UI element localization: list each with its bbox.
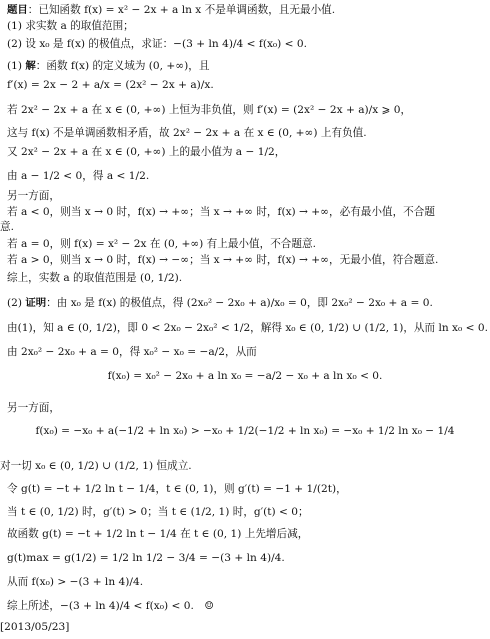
problem-question-1: (1) 求实数 a 的取值范围； <box>7 20 134 32</box>
problem-title-line: 题目：已知函数 f(x) = x² − 2x + a ln x 不是单调函数，且无最小值. <box>7 4 336 16</box>
lower-bound-result: 从而 f(x₀) > −(3 + ln 4)/4. <box>7 576 144 588</box>
substitution-line: 由 2x₀² − 2x₀ + a = 0，得 x₀² − x₀ = −a/2，从而 <box>7 346 257 358</box>
holds-for-all-line: 对一切 x₀ ∈ (0, 1/2) ∪ (1/2, 1) 恒成立. <box>0 460 192 472</box>
case-a-positive-line: 若 a > 0，则当 x → 0 时，f(x) → −∞；当 x → +∞ 时，f(x) → +∞，无最小值，符合题意. <box>7 254 439 266</box>
case-a-zero-line: 若 a = 0，则 f(x) = x² − 2x 在 (0, +∞) 有上最小值，不合题意. <box>7 238 316 250</box>
case-a-negative-line: 若 a < 0，则当 x → 0 时，f(x) → +∞；当 x → +∞ 时，f(x) → +∞，必有最小值，不合题 <box>7 206 435 218</box>
g-definition-line: 令 g(t) = −t + 1/2 ln t − 1/4，t ∈ (0, 1)，则 g′(t) = −1 + 1/(2t)， <box>7 483 347 495</box>
date-stamp: [2013/05/23] <box>0 621 70 633</box>
f-x0-upper-bound-formula: f(x₀) = x₀² − 2x₀ + a ln x₀ = −a/2 − x₀ + a ln x₀ < 0. <box>107 370 383 382</box>
f-x0-lower-bound-formula: f(x₀) = −x₀ + a(−1/2 + ln x₀) > −x₀ + 1/2(−1/2 + ln x₀) = −x₀ + 1/2 ln x₀ − 1/4 <box>35 425 455 437</box>
part1-conclusion: 综上，实数 a 的取值范围是 (0, 1/2). <box>7 272 183 284</box>
minimum-value-line: 又 2x² − 2x + a 在 x ∈ (0, +∞) 上的最小值为 a − 1/2， <box>7 146 286 158</box>
case-a-negative-tail: 意. <box>0 221 14 233</box>
problem-question-2: (2) 设 x₀ 是 f(x) 的极值点，求证：−(3 + ln 4)/4 < f(x₀) < 0. <box>7 38 308 50</box>
derivative-formula: f′(x) = 2x − 2 + a/x = (2x² − 2x + a)/x. <box>7 79 214 91</box>
contradiction-line: 这与 f(x) 不是单调函数相矛盾，故 2x² − 2x + a 在 x ∈ (0, +∞) 上有负值. <box>7 127 367 139</box>
monotonicity-line: 当 t ∈ (0, 1/2) 时，g′(t) > 0；当 t ∈ (1/2, 1) 时，g′(t) < 0； <box>7 506 309 518</box>
other-side-line-2: 另一方面， <box>7 402 60 414</box>
other-side-line: 另一方面， <box>7 190 60 202</box>
proof-intro-line: (2) 证明：由 x₀ 是 f(x) 的极值点，得 (2x₀² − 2x₀ + a)/x₀ = 0，即 2x₀² − 2x₀ + a = 0. <box>7 297 433 309</box>
x0-range-line: 由(1)，知 a ∈ (0, 1/2)，即 0 < 2x₀ − 2x₀² < 1/2，解得 x₀ ∈ (0, 1/2) ∪ (1/2, 1)，从而 ln x₀ < 0. <box>7 322 488 334</box>
g-max-line: g(t)max = g(1/2) = 1/2 ln 1/2 − 3/4 = −(3 + ln 4)/4. <box>7 552 285 564</box>
final-conclusion: 综上所述，−(3 + ln 4)/4 < f(x₀) < 0. ☺ <box>7 600 214 612</box>
increase-decrease-line: 故函数 g(t) = −t + 1/2 ln t − 1/4 在 t ∈ (0, 1) 上先增后减， <box>7 528 309 540</box>
inequality-result-line: 由 a − 1/2 < 0，得 a < 1/2. <box>7 170 150 182</box>
solution-1-intro: (1) 解：函数 f(x) 的定义域为 (0, +∞)，且 <box>7 60 210 72</box>
nonnegative-case-line: 若 2x² − 2x + a 在 x ∈ (0, +∞) 上恒为非负值，则 f′(x) = (2x² − 2x + a)/x ⩾ 0， <box>7 104 412 116</box>
